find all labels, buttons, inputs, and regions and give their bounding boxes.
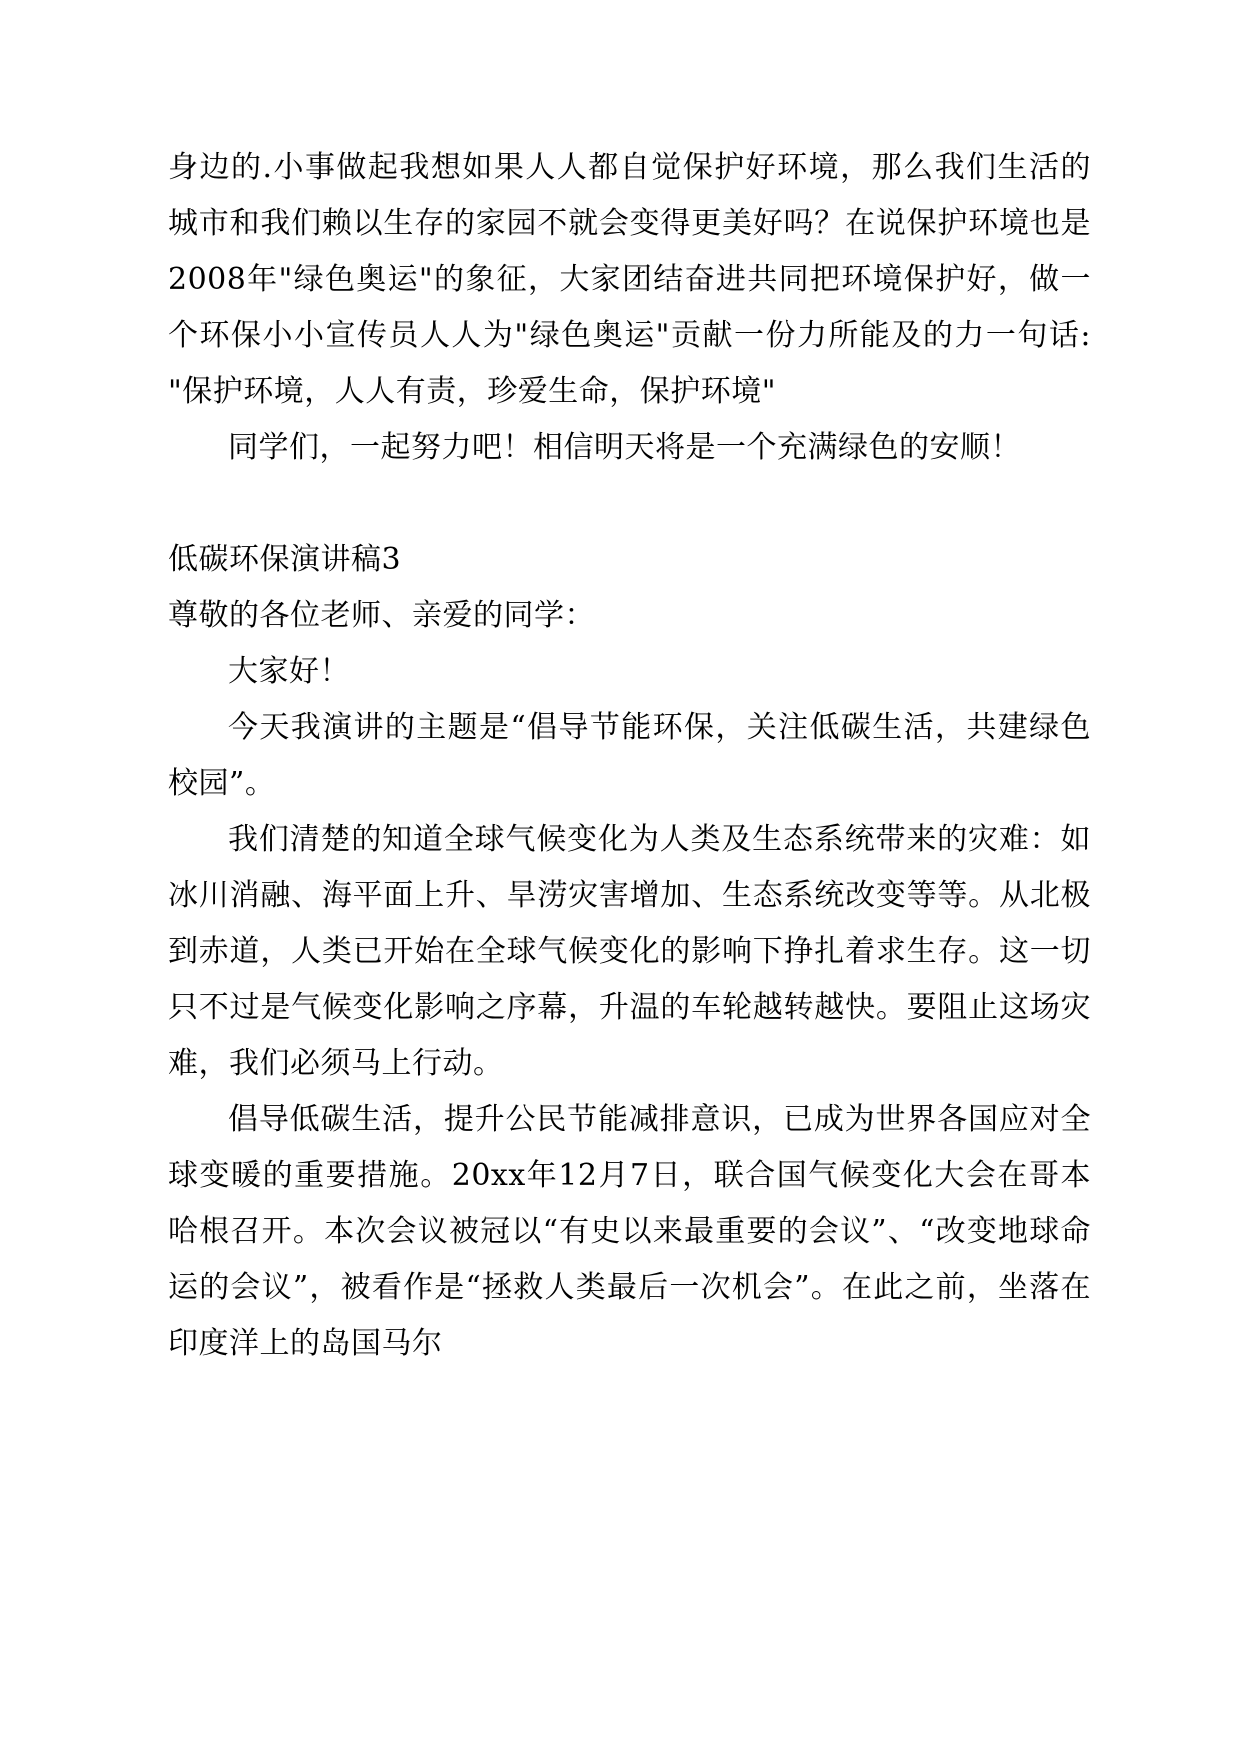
paragraph-closing: 同学们，一起努力吧！相信明天将是一个充满绿色的安顺！: [228, 430, 1021, 465]
paragraph-climate: 我们清楚的知道全球气候变化为人类及生态系统带来的灾难：如冰川消融、海平面上升、旱涝灾害增加、生态系统改变等等。从北极到赤道，人类已开始在全球气候变化的影响下挣扎着求生存。这一切只不过是气候变化影响之序幕，升温的车轮越转越快。要阻止这场灾难，我们必须马上行动。: [168, 822, 1091, 1081]
section-heading: 低碳环保演讲稿3: [168, 542, 402, 577]
paragraph-topic: 今天我演讲的主题是“倡导节能环保，关注低碳生活，共建绿色校园”。: [168, 710, 1091, 801]
paragraph-lowcarbon: 倡导低碳生活，提升公民节能减排意识，已成为世界各国应对全球变暖的重要措施。20xx年12月7日，联合国气候变化大会在哥本哈根召开。本次会议被冠以“有史以来最重要的会议”、“改变地球命运的会议”，被看作是“拯救人类最后一次机会”。在此之前，坐落在印度洋上的岛国马尔: [168, 1102, 1091, 1361]
blank-line: [168, 476, 1091, 532]
paragraph-salutation: 尊敬的各位老师、亲爱的同学：: [168, 598, 595, 633]
paragraph-continuation: 身边的.小事做起我想如果人人都自觉保护好环境，那么我们生活的城市和我们赖以生存的家园不就会变得更美好吗？在说保护环境也是2008年"绿色奥运"的象征，大家团结奋进共同把环境保护好，做一个环保小小宣传员人人为"绿色奥运"贡献一份力所能及的力一句话: "保护环境，人人有责，珍爱生命，保护环境": [168, 150, 1091, 409]
paragraph-greeting: 大家好！: [228, 654, 350, 689]
document-body: [168, 140, 1091, 1372]
